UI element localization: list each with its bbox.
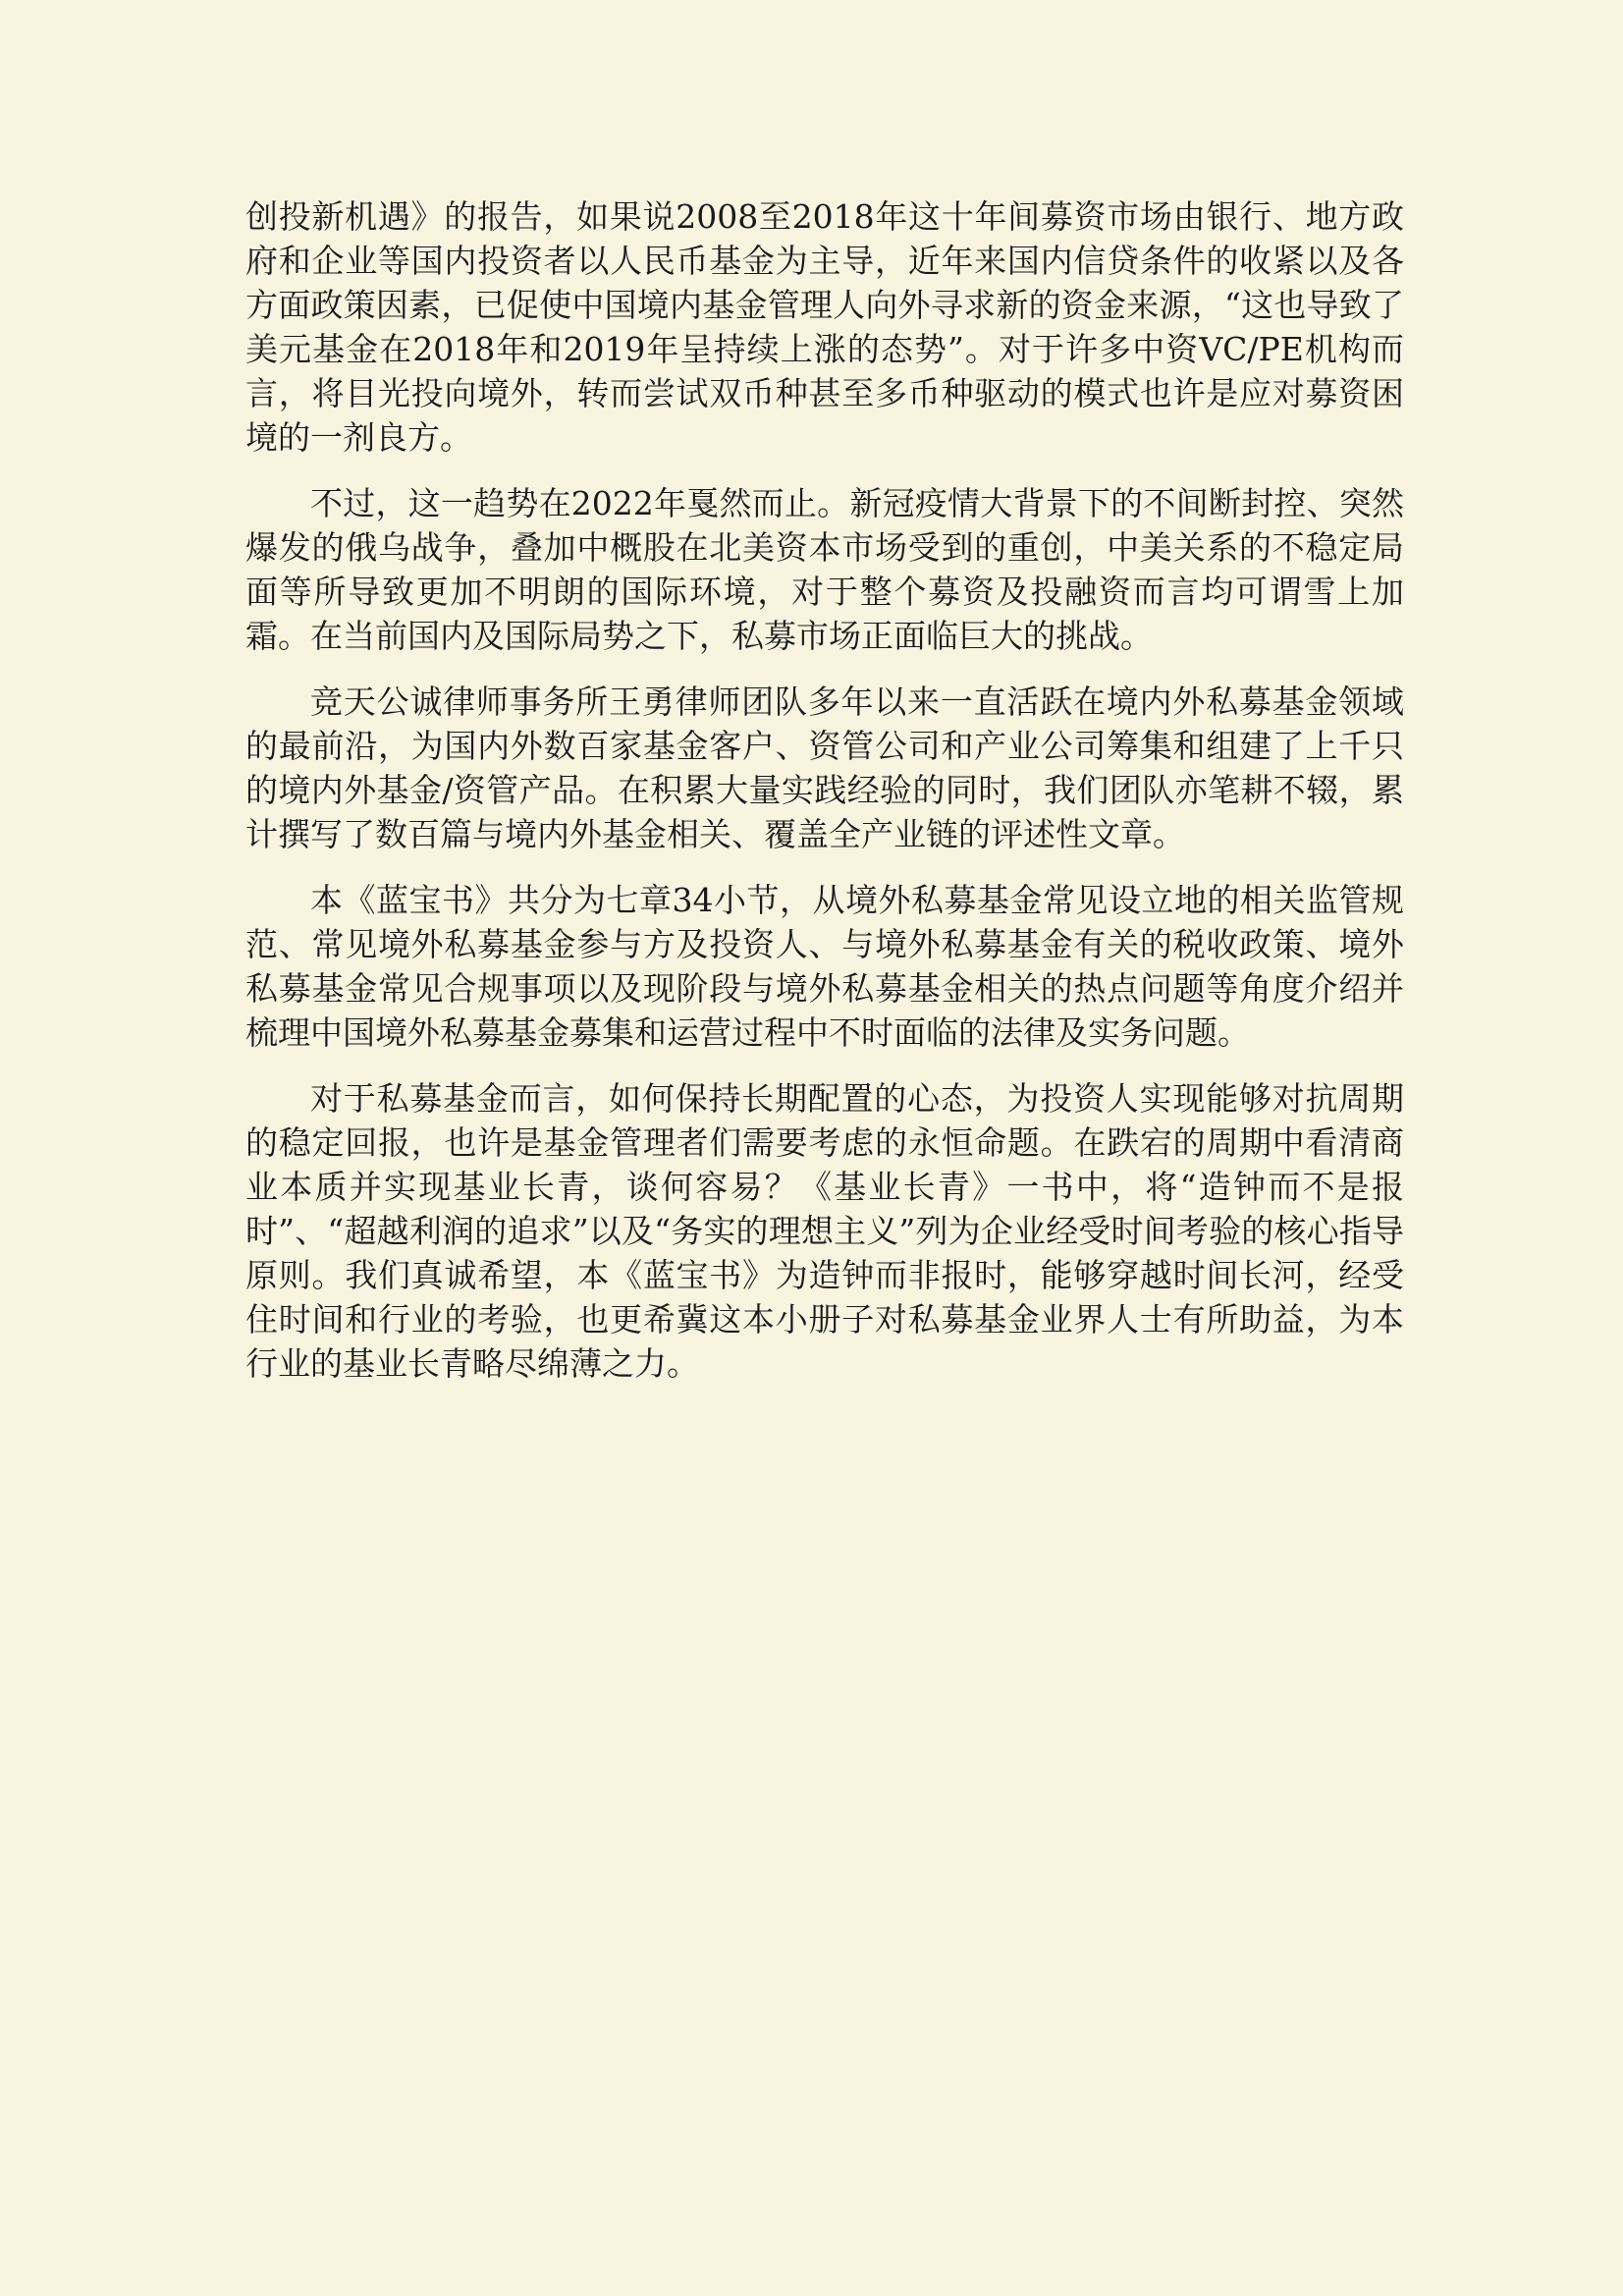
paragraph-2: 不过，这一趋势在2022年戛然而止。新冠疫情大背景下的不间断封控、突然爆发的俄乌战争，叠加中概股在北美资本市场受到的重创，中美关系的不稳定局面等所导致更加不明朗的国际环境，对于整个募资及投融资而言均可谓雪上加霜。在当前国内及国际局势之下，私募市场正面临巨大的挑战。	[245, 484, 1404, 655]
paragraph-5: 对于私募基金而言，如何保持长期配置的心态，为投资人实现能够对抗周期的稳定回报，也许是基金管理者们需要考虑的永恒命题。在跌宕的周期中看清商业本质并实现基业长青，谈何容易？《基业长青》一书中，将“造钟而不是报时”、“超越利润的追求”以及“务实的理想主义”列为企业经受时间考验的核心指导原则。我们真诚希望，本《蓝宝书》为造钟而非报时，能够穿越时间长河，经受住时间和行业的考验，也更希冀这本小册子对私募基金业界人士有所助益，为本行业的基业长青略尽绵薄之力。	[245, 1079, 1404, 1383]
paragraph-3: 竞天公诚律师事务所王勇律师团队多年以来一直活跃在境内外私募基金领域的最前沿，为国内外数百家基金客户、资管公司和产业公司筹集和组建了上千只的境内外基金/资管产品。在积累大量实践经验的同时，我们团队亦笔耕不辍，累计撰写了数百篇与境内外基金相关、覆盖全产业链的评述性文章。	[245, 683, 1404, 853]
paragraph-4: 本《蓝宝书》共分为七章34小节，从境外私募基金常见设立地的相关监管规范、常见境外私募基金参与方及投资人、与境外私募基金有关的税收政策、境外私募基金常见合规事项以及现阶段与境外私募基金相关的热点问题等角度介绍并梳理中国境外私募基金募集和运营过程中不时面临的法律及实务问题。	[245, 881, 1404, 1052]
body-text	[245, 194, 1404, 1407]
paragraph-1: 创投新机遇》的报告，如果说2008至2018年这十年间募资市场由银行、地方政府和企业等国内投资者以人民币基金为主导，近年来国内信贷条件的收紧以及各方面政策因素，已促使中国境内基金管理人向外寻求新的资金来源，“这也导致了美元基金在2018年和2019年呈持续上涨的态势”。对于许多中资VC/PE机构而言，将目光投向境外，转而尝试双币种甚至多币种驱动的模式也许是应对募资困境的一剂良方。	[245, 197, 1404, 457]
